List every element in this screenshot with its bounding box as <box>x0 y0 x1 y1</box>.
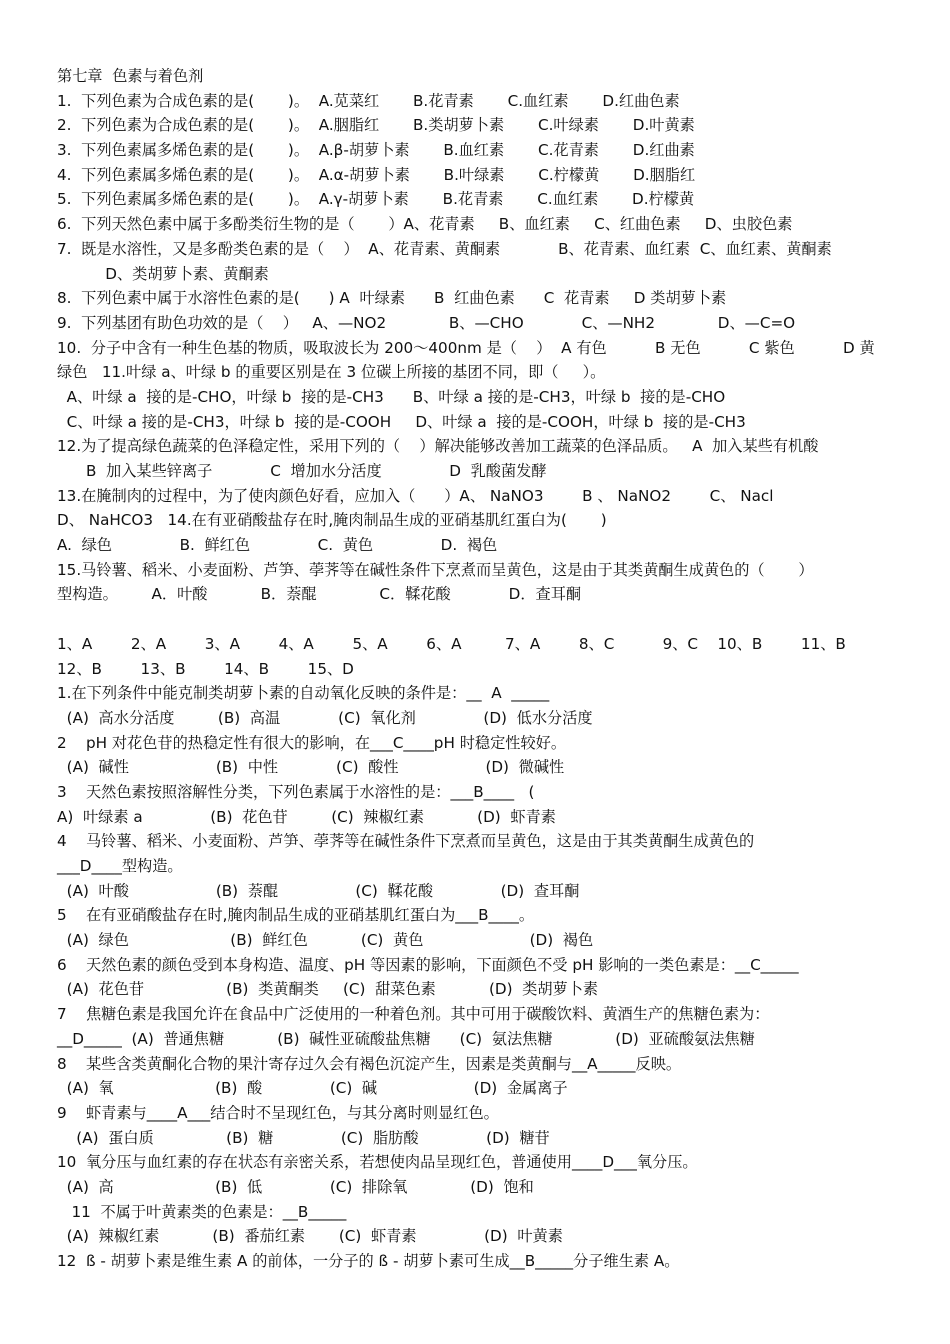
text-line: 12 ß - 胡萝卜素是维生素 A 的前体，一分子的 ß - 胡萝卜素可生成__B_____分子维生素 A。 <box>57 1252 680 1270</box>
text-line: 11 不属于叶黄素类的色素是：__B_____ <box>57 1202 347 1221</box>
document-page <box>57 64 907 1274</box>
text-line: 5. 下列色素属多烯色素的是( )。 A.γ-胡萝卜素 B.花青素 C.血红素 D.柠檬黄 <box>57 190 695 209</box>
text-line: A. 绿色 B. 鲜红色 C. 黄色 D. 褐色 <box>57 536 498 555</box>
text-line: 8 某些含类黄酮化合物的果汁寄存过久会有褐色沉淀产生，因素是类黄酮与__A_____反映。 <box>57 1054 682 1073</box>
text-line: 5 在有亚硝酸盐存在时,腌肉制品生成的亚硝基肌红蛋白为___B____。 <box>57 906 535 925</box>
text-line: (A) 绿色 (B) 鲜红色 (C) 黄色 (D) 褐色 <box>57 931 594 950</box>
text-line: 1. 下列色素为合成色素的是( )。 A.苋菜红 B.花青素 C.血红素 D.红曲色素 <box>57 91 680 110</box>
text-line: 2 pH 对花色苷的热稳定性有很大的影响，在___C____pH 时稳定性较好。 <box>57 733 567 752</box>
text-line: 15.马铃薯、稻米、小麦面粉、芦笋、荸荠等在碱性条件下烹煮而呈黄色，这是由于其类黄酮生成黄色的（ ） <box>57 560 814 579</box>
text-line: A、叶绿 a 接的是-CHO，叶绿 b 接的是-CH3 B、叶绿 a 接的是-CH3，叶绿 b 接的是-CHO <box>57 387 726 406</box>
text-line: 12.为了提高绿色蔬菜的色泽稳定性，采用下列的（ ）解决能够改善加工蔬菜的色泽品质。 A 加入某些有机酸 <box>57 437 819 456</box>
text-line: 1.在下列条件中能克制类胡萝卜素的自动氧化反映的条件是：__ A _____ <box>57 684 550 703</box>
text-line: (A) 高水分活度 (B) 高温 (C) 氧化剂 (D) 低水分活度 <box>57 708 593 727</box>
questions-part1 <box>57 89 907 607</box>
text-line: C、叶绿 a 接的是-CH3，叶绿 b 接的是-COOH D、叶绿 a 接的是-COOH，叶绿 b 接的是-CH3 <box>57 412 746 431</box>
text-line: 7 焦糖色素是我国允许在食品中广泛使用的一种着色剂。其中可用于碳酸饮料、黄酒生产的焦糖色素为： <box>57 1005 770 1024</box>
answer-line: 12、B 13、B 14、B 15、D <box>57 659 354 678</box>
text-line: 8. 下列色素中属于水溶性色素的是( ) A 叶绿素 B 红曲色素 C 花青素 D 类胡萝卜素 <box>57 289 727 308</box>
text-line: 6 天然色素的颜色受到本身构造、温度、pH 等因素的影响，下面颜色不受 pH 影响的一类色素是：__C_____ <box>57 955 799 974</box>
blank-line <box>57 607 907 632</box>
text-line: 10. 分子中含有一种生色基的物质，吸取波长为 200～400nm 是（ ） A 有色 B 无色 C 紫色 D 黄 <box>57 338 875 357</box>
text-line: (A) 辣椒红素 (B) 番茄红素 (C) 虾青素 (D) 叶黄素 <box>57 1227 563 1246</box>
text-line: (A) 叶酸 (B) 萘醌 (C) 鞣花酸 (D) 查耳酮 <box>57 881 580 900</box>
text-line: __D_____ (A) 普通焦糖 (B) 碱性亚硫酸盐焦糖 (C) 氨法焦糖 (D) 亚硫酸氨法焦糖 <box>57 1029 755 1048</box>
text-line: (A) 氧 (B) 酸 (C) 碱 (D) 金属离子 <box>57 1079 568 1098</box>
text-line: D、类胡萝卜素、黄酮素 <box>57 264 269 283</box>
text-line: 4 马铃薯、稻米、小麦面粉、芦笋、荸荠等在碱性条件下烹煮而呈黄色，这是由于其类黄酮生成黄色的 <box>57 832 755 851</box>
text-line: 6. 下列天然色素中属于多酚类衍生物的是（ ）A、花青素 B、血红素 C、红曲色素 D、虫胶色素 <box>57 215 793 234</box>
text-line: (A) 高 (B) 低 (C) 排除氧 (D) 饱和 <box>57 1177 534 1196</box>
text-line: ___D____型构造。 <box>57 857 183 875</box>
text-line: 9 虾青素与____A___结合时不呈现红色，与其分离时则显红色。 <box>57 1103 499 1122</box>
text-line: (A) 碱性 (B) 中性 (C) 酸性 (D) 微碱性 <box>57 758 565 777</box>
answer-key <box>57 632 907 681</box>
questions-part2 <box>57 681 907 1274</box>
text-line: 3 天然色素按照溶解性分类，下列色素属于水溶性的是：___B____ ( <box>57 782 535 801</box>
text-line: 2. 下列色素为合成色素的是( )。 A.胭脂红 B.类胡萝卜素 C.叶绿素 D.叶黄素 <box>57 116 695 135</box>
text-line: 绿色 11.叶绿 a、叶绿 b 的重要区别是在 3 位碳上所接的基团不同，即（ ）。 <box>57 363 606 382</box>
text-line: 4. 下列色素属多烯色素的是( )。 A.α-胡萝卜素 B.叶绿素 C.柠檬黄 D.胭脂红 <box>57 165 696 184</box>
text-line: 7. 既是水溶性，又是多酚类色素的是（ ） A、花青素、黄酮素 B、花青素、血红素 C、血红素、黄酮素 <box>57 239 832 258</box>
text-line: (A) 花色苷 (B) 类黄酮类 (C) 甜菜色素 (D) 类胡萝卜素 <box>57 980 599 999</box>
answer-line: 1、A 2、A 3、A 4、A 5、A 6、A 7、A 8、C 9、C 10、B 11、B <box>57 634 846 653</box>
text-line: D、 NaHCO3 14.在有亚硝酸盐存在时,腌肉制品生成的亚硝基肌红蛋白为( ) <box>57 511 607 530</box>
text-line: B 加入某些锌离子 C 增加水分活度 D 乳酸菌发酵 <box>57 462 547 480</box>
chapter-title: 第七章 色素与着色剂 <box>57 67 204 85</box>
text-line: 9. 下列基团有助色功效的是（ ） A、—NO2 B、—CHO C、—NH2 D、—C=O <box>57 313 796 332</box>
text-line: A) 叶绿素 a (B) 花色苷 (C) 辣椒红素 (D) 虾青素 <box>57 807 556 826</box>
text-line: 3. 下列色素属多烯色素的是( )。 A.β-胡萝卜素 B.血红素 C.花青素 D.红曲素 <box>57 141 695 160</box>
text-line: 型构造。 A．叶酸 B．萘醌 C．鞣花酸 D．查耳酮 <box>57 585 582 604</box>
text-line: 13.在腌制肉的过程中，为了使肉颜色好看，应加入（ ）A、 NaNO3 B 、 NaNO2 C、 Nacl <box>57 486 774 505</box>
text-line: 10 氧分压与血红素的存在状态有亲密关系，若想使肉品呈现红色，普通使用____D___氧分压。 <box>57 1153 698 1172</box>
text-line: (A) 蛋白质 (B) 糖 (C) 脂肪酸 (D) 糖苷 <box>57 1128 550 1147</box>
